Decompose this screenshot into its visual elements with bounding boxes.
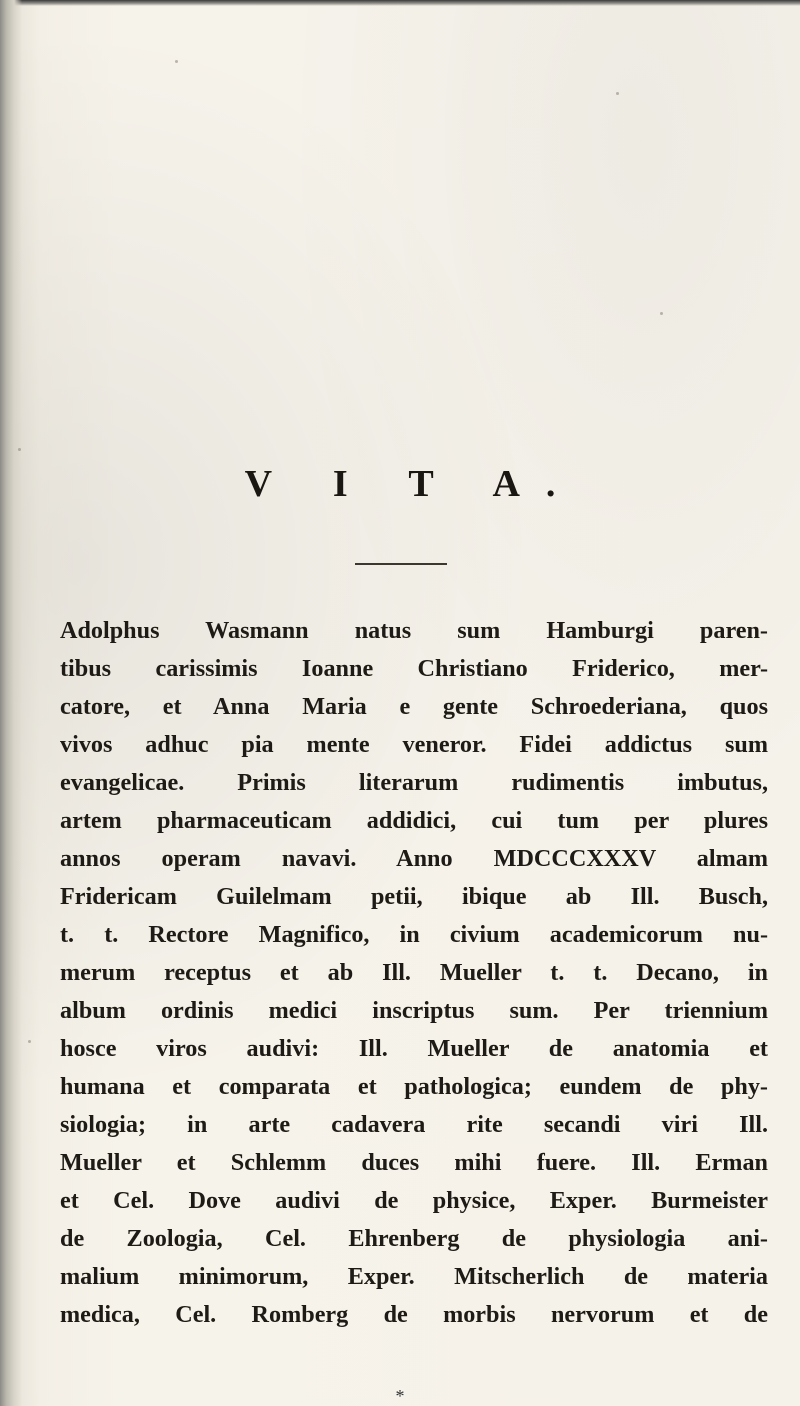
text-line: annos operam navavi. Anno MDCCCXXXV almam [60, 845, 768, 872]
title-divider [355, 563, 447, 565]
text-line: catore, et Anna Maria e gente Schroederiana, quos [60, 693, 768, 720]
paper-speck [616, 92, 619, 95]
text-line: Adolphus Wasmann natus sum Hamburgi paren- [60, 617, 768, 644]
paper-speck [660, 312, 663, 315]
text-line: album ordinis medici inscriptus sum. Per triennium [60, 997, 768, 1024]
text-line: merum receptus et ab Ill. Mueller t. t. Decano, in [60, 959, 768, 986]
signature-mark: * [395, 1386, 405, 1406]
text-line: artem pharmaceuticam addidici, cui tum per plures [60, 807, 768, 834]
text-line: et Cel. Dove audivi de physice, Exper. Burmeister [60, 1187, 768, 1214]
text-line: de Zoologia, Cel. Ehrenberg de physiologia ani- [60, 1225, 768, 1252]
text-line: Mueller et Schlemm duces mihi fuere. Ill. Erman [60, 1149, 768, 1176]
text-line: t. t. Rectore Magnifico, in civium academicorum nu- [60, 921, 768, 948]
text-line: medica, Cel. Romberg de morbis nervorum et de [60, 1301, 768, 1328]
text-line: humana et comparata et pathologica; eundem de phy- [60, 1073, 768, 1100]
text-line: vivos adhuc pia mente veneror. Fidei addictus sum [60, 731, 768, 758]
text-line: tibus carissimis Ioanne Christiano Friderico, mer- [60, 655, 768, 682]
page-binding-shadow [0, 0, 22, 1406]
text-line: siologia; in arte cadavera rite secandi viri Ill. [60, 1111, 768, 1138]
page-top-edge [0, 0, 800, 6]
text-line: malium minimorum, Exper. Mitscherlich de materia [60, 1263, 768, 1290]
text-line: Fridericam Guilelmam petii, ibique ab Ill. Busch, [60, 883, 768, 910]
paper-speck [175, 60, 178, 63]
text-line: evangelicae. Primis literarum rudimentis imbutus, [60, 769, 768, 796]
text-line: hosce viros audivi: Ill. Mueller de anatomia et [60, 1035, 768, 1062]
vita-paragraph [60, 612, 768, 1334]
paper-speck [28, 1040, 31, 1043]
page-title: V I T A. [244, 463, 582, 505]
paper-speck [18, 448, 21, 451]
